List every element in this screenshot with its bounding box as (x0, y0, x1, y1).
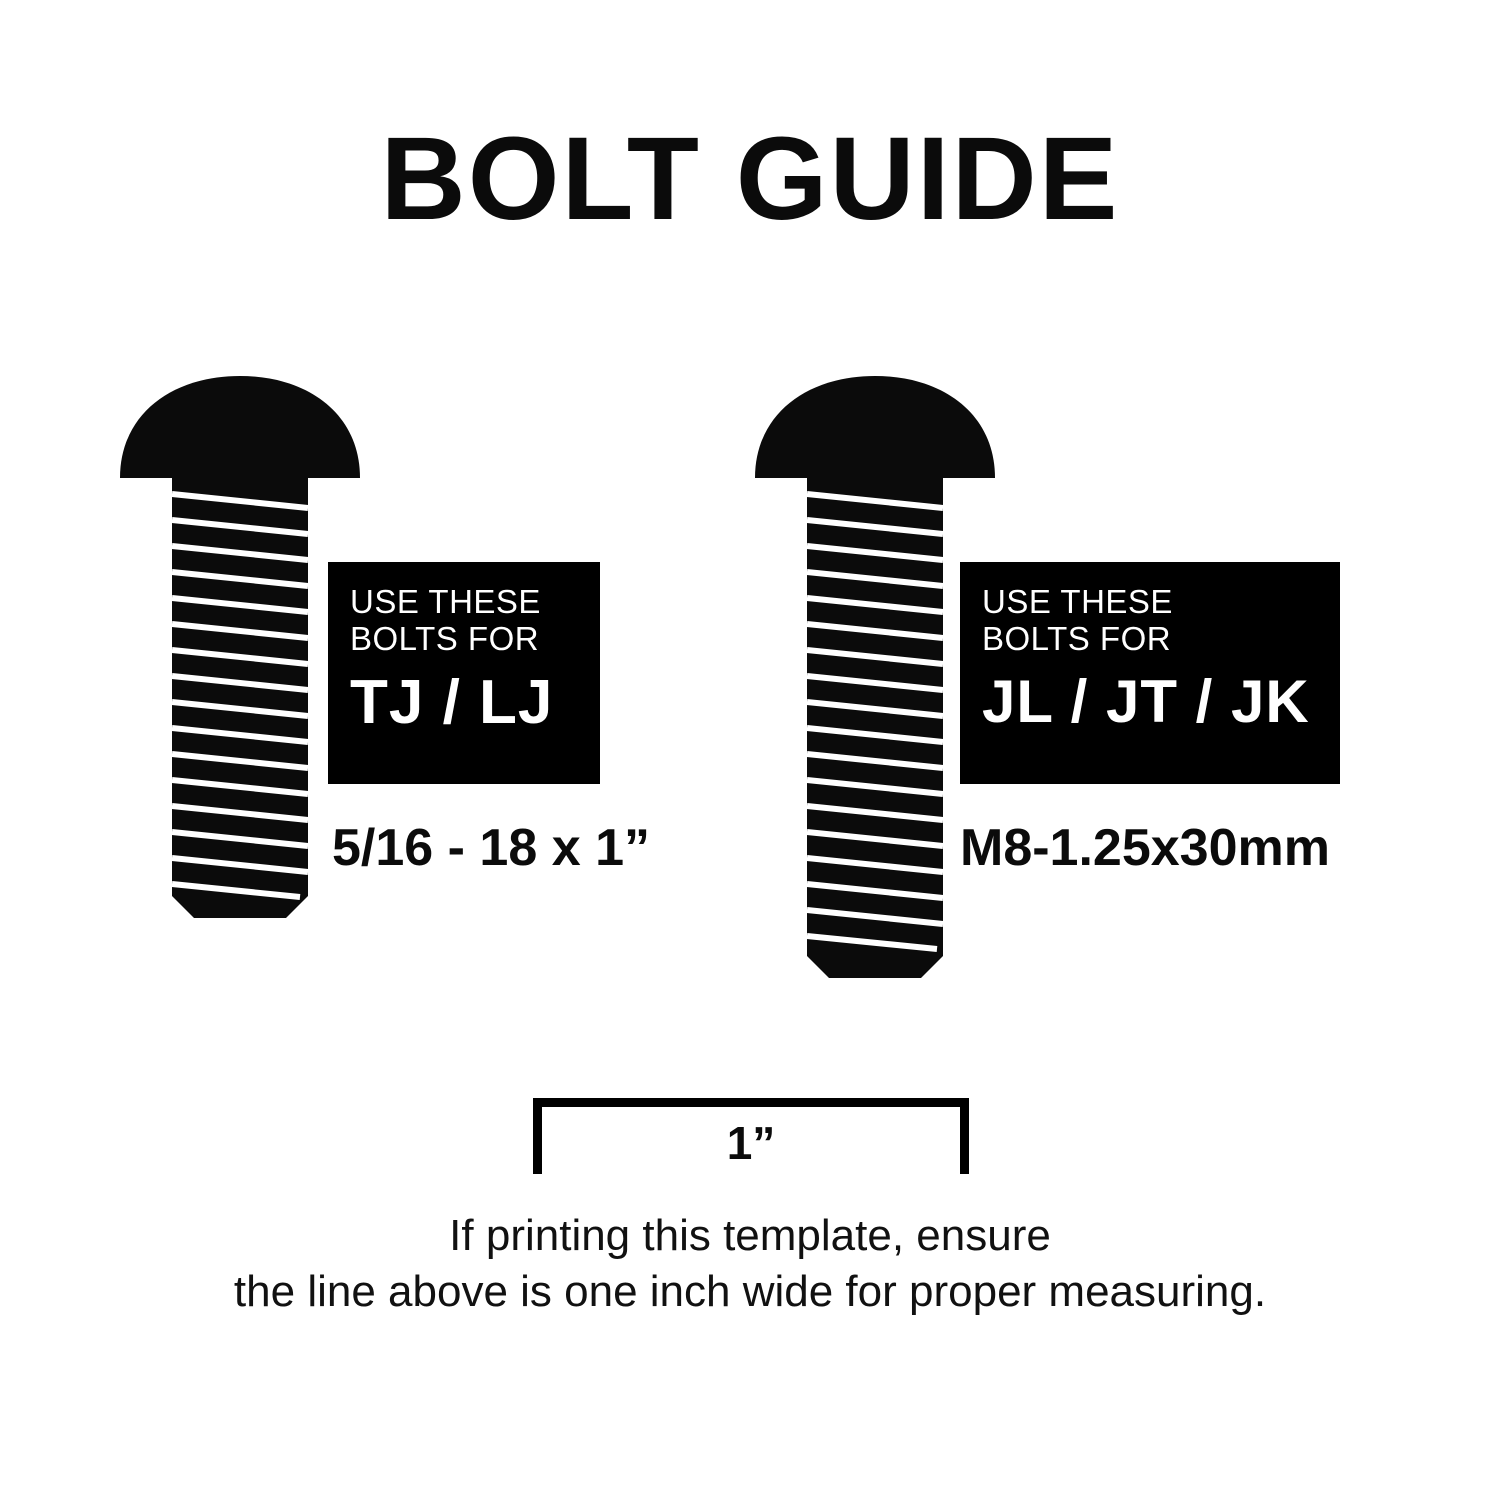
callout-models: TJ / LJ (350, 667, 554, 737)
bolt-group-jl-jt-jk (745, 370, 1385, 1010)
callout-badge-jl-jt-jk (960, 562, 1340, 784)
footnote-line-1: If printing this template, ensure (449, 1211, 1051, 1260)
one-inch-scale-bar (533, 1098, 969, 1174)
scale-bar-value: 1” (726, 1117, 776, 1169)
bolt-size-label-tj-lj: 5/16 - 18 x 1” (332, 819, 650, 877)
callout-top-line2: BOLTS FOR (350, 619, 540, 657)
bolt-group-tj-lj (110, 370, 670, 990)
callout-top-line1: USE THESE (982, 583, 1173, 620)
callout-badge-tj-lj (328, 562, 600, 784)
footnote-line-2: the line above is one inch wide for proper measuring. (233, 1267, 1267, 1317)
footnote (0, 1208, 1500, 1321)
callout-top-line1: USE THESE (350, 583, 541, 620)
callout-models: JL / JT / JK (982, 667, 1310, 735)
bolt-size-label-jl-jt-jk: M8-1.25x30mm (960, 819, 1330, 877)
page-title: BOLT GUIDE (380, 113, 1120, 245)
scale-bar-span (533, 1098, 969, 1107)
callout-top-line2: BOLTS FOR (982, 619, 1172, 657)
